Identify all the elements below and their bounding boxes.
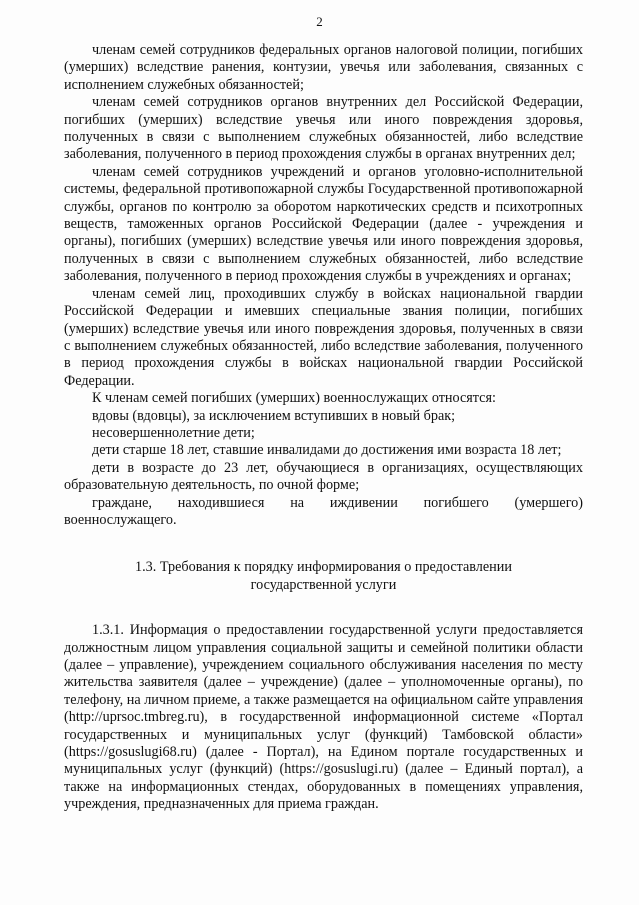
paragraph-national-guard-families: членам семей лиц, проходивших службу в войсках национальной гвардии Российской Федерации и имевших специальные звания полиции, погибших (умерших) вследствие увечья или иного повреждения здоровья, полученных в связи с выполнением служебных обязанностей, либо вследствие заболевания, полученного в период прохождения службы в войсках национальной гвардии Российской Федерации.	[64, 285, 583, 389]
paragraph-family-members-intro: К членам семей погибших (умерших) военнослужащих относятся:	[92, 390, 496, 407]
paragraph-dependents: граждане, находившиеся на иждивении погибшего (умершего) военнослужащего.	[64, 494, 583, 528]
paragraph-tax-police-families: членам семей сотрудников федеральных органов налоговой полиции, погибших (умерших) вследствие ранения, контузии, увечья или заболевания, связанных с исполнением служебных обязанностей;	[64, 42, 583, 93]
paragraph-disabled-children: дети старше 18 лет, ставшие инвалидами до достижения ими возраста 18 лет;	[92, 442, 562, 459]
paragraph-penitentiary-families: членам семей сотрудников учреждений и органов уголовно-исполнительной системы, федеральной противопожарной службы Государственной противопожарной службы, органов по контролю за оборотом наркотических средств и психотропных веществ, таможенных органов Российской Федерации (далее - учреждения и органы), погибших (умерших) вследствие увечья или иного повреждения здоровья, полученных в связи с выполнением служебных обязанностей, либо вследствие заболевания, полученного в период прохождения службы в учреждениях и органах;	[64, 163, 583, 285]
paragraph-widows: вдовы (вдовцы), за исключением вступивших в новый брак;	[92, 407, 456, 424]
paragraph-minor-children: несовершеннолетние дети;	[92, 424, 255, 441]
section-heading: 1.3. Требования к порядку информирования о предоставлении государственной услуги	[135, 559, 512, 593]
paragraph-information-provision: 1.3.1. Информация о предоставлении государственной услуги предоставляется должностным лицом управления социальной защиты и семейной политики области (далее – управление), учреждением социального обслуживания населения по месту жительства заявителя (далее – учреждение) (далее – уполномоченные органы), по телефону, на личном приеме, а также размещается на официальном сайте управления (http://uprsoc.tmbreg.ru), в государственной информационной системе «Портал государственных и муниципальных услуг (функций) Тамбовской области» (https://gosuslugi68.ru) (далее - Портал), на Едином портале государственных и муниципальных услуг (функций) (https://gosuslugi.ru) (далее – Единый портал), а также на информационных стендах, оборудованных в помещениях управления, учреждения, предназначенных для приема граждан.	[64, 622, 583, 813]
page-number: 2	[316, 14, 323, 29]
paragraph-students: дети в возрасте до 23 лет, обучающиеся в организациях, осуществляющих образовательную деятельность, по очной форме;	[64, 459, 583, 494]
document-body	[64, 42, 583, 814]
paragraph-internal-affairs-families: членам семей сотрудников органов внутренних дел Российской Федерации, погибших (умерших) вследствие увечья или иного повреждения здоровья, полученных в связи с выполнением служебных обязанностей, либо вследствие заболевания, полученного в период прохождения службы в органах внутренних дел;	[64, 94, 583, 163]
